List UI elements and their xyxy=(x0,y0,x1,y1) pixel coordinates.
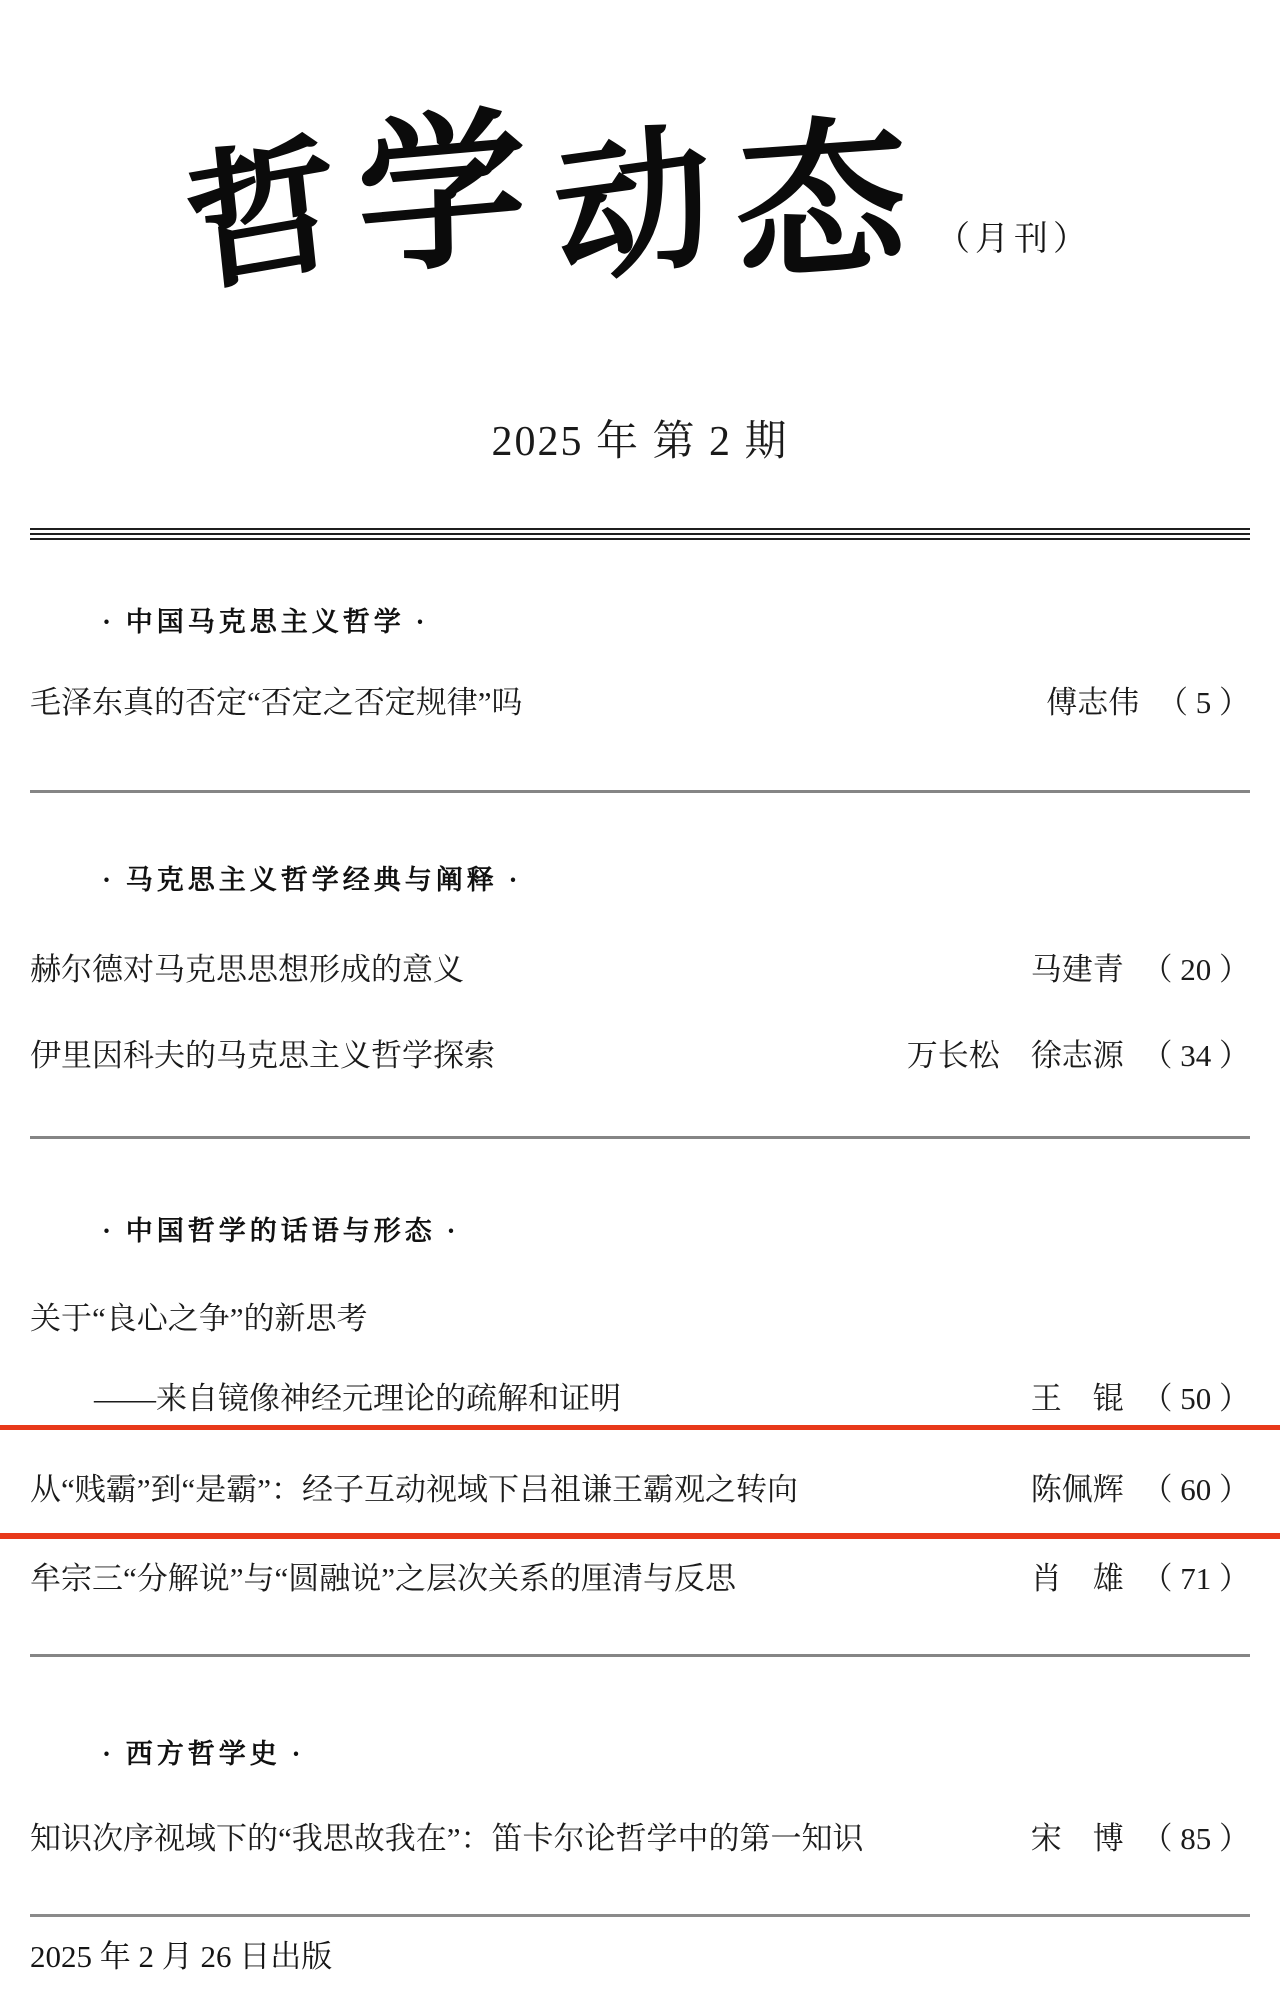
article-authors: 宋 博 xyxy=(1030,1821,1124,1857)
article-authors: 王 锟 xyxy=(1030,1381,1124,1417)
calligraphy-char: 学 xyxy=(355,96,528,296)
section-header-western-philosophy-history: · 西方哲学史 · xyxy=(102,1739,305,1770)
journal-title-calligraphy xyxy=(179,96,912,312)
article-title: 毛泽东真的否定“否定之否定规律”吗 xyxy=(30,685,523,720)
article-page-number: （ 20 ） xyxy=(1141,952,1250,988)
toc-entry-subtitle xyxy=(30,1379,1250,1419)
section-header-marxist-classics: · 马克思主义哲学经典与阐释 · xyxy=(102,865,522,896)
article-title: 赫尔德对马克思思想形成的意义 xyxy=(30,952,464,988)
article-ref xyxy=(1031,1819,1250,1859)
article-ref xyxy=(1031,950,1250,990)
publish-date: 2025 年 2 月 26 日出版 xyxy=(30,1939,333,1975)
toc-entry xyxy=(30,950,1250,990)
article-authors: 陈佩辉 xyxy=(1030,1472,1124,1508)
toc-entry xyxy=(30,683,1250,723)
issue-number: 2025 年 第 2 期 xyxy=(491,419,789,465)
article-authors: 万长松 徐志源 xyxy=(906,1037,1124,1073)
monthly-label: （月刊） xyxy=(936,221,1093,258)
highlight-box xyxy=(0,1425,1280,1538)
section-divider xyxy=(30,1654,1250,1657)
toc-entry xyxy=(30,1819,1250,1859)
article-ref xyxy=(1031,1470,1250,1510)
toc-entry xyxy=(30,1299,1250,1339)
calligraphy-char: 态 xyxy=(735,103,907,303)
footer-rule xyxy=(30,1914,1250,1917)
article-ref xyxy=(1031,1379,1250,1419)
article-page-number: （ 71 ） xyxy=(1141,1560,1250,1596)
article-ref xyxy=(1046,683,1250,723)
article-subtitle: ——来自镜像神经元理论的疏解和证明 xyxy=(94,1381,621,1417)
calligraphy-char: 哲 xyxy=(179,122,347,312)
article-title: 从“贱霸”到“是霸”：经子互动视域下吕祖谦王霸观之转向 xyxy=(30,1472,799,1508)
masthead xyxy=(0,0,1280,312)
article-page-number: （ 5 ） xyxy=(1157,685,1250,720)
section-header-chinese-marxist-philosophy: · 中国马克思主义哲学 · xyxy=(102,607,429,637)
article-title: 知识次序视域下的“我思故我在”：笛卡尔论哲学中的第一知识 xyxy=(30,1821,864,1857)
article-title: 伊里因科夫的马克思主义哲学探索 xyxy=(30,1037,495,1073)
article-authors: 肖 雄 xyxy=(1030,1560,1124,1596)
article-page-number: （ 50 ） xyxy=(1141,1381,1250,1417)
toc-entry xyxy=(30,1036,1250,1076)
article-title: 关于“良心之争”的新思考 xyxy=(30,1300,368,1336)
article-authors: 傅志伟 xyxy=(1046,685,1140,720)
article-ref xyxy=(1031,1559,1250,1599)
calligraphy-char: 动 xyxy=(549,111,718,305)
toc-entry xyxy=(30,1559,1250,1599)
section-divider xyxy=(30,1136,1250,1139)
article-ref xyxy=(907,1036,1250,1076)
article-page-number: （ 60 ） xyxy=(1141,1472,1250,1508)
article-title: 牟宗三“分解说”与“圆融说”之层次关系的厘清与反思 xyxy=(30,1560,737,1596)
article-page-number: （ 34 ） xyxy=(1141,1037,1250,1073)
section-divider xyxy=(30,790,1250,793)
section-header-chinese-philosophy-discourse: · 中国哲学的话语与形态 · xyxy=(102,1215,460,1246)
article-authors: 马建青 xyxy=(1030,952,1124,988)
toc-entry-highlighted xyxy=(30,1470,1250,1510)
double-rule xyxy=(30,528,1250,540)
rule-line xyxy=(30,538,1250,540)
article-page-number: （ 85 ） xyxy=(1141,1821,1250,1857)
